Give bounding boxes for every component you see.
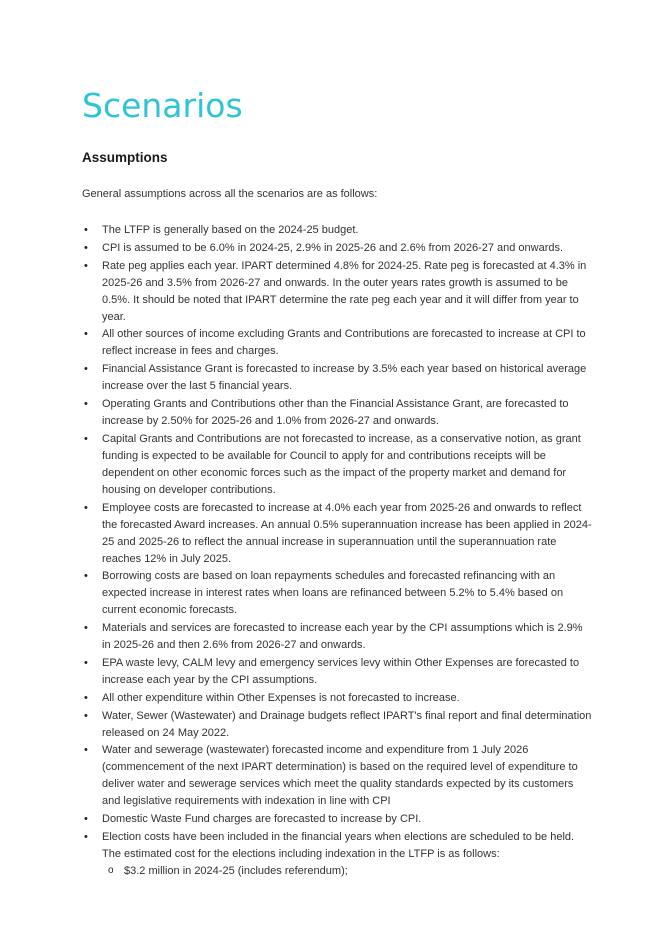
list-item: • All other sources of income excluding Grants and Contributions are forecasted to increase at CPI to reflect increase in fees and charges. bbox=[82, 326, 592, 360]
list-item: • Domestic Waste Fund charges are forecasted to increase by CPI. bbox=[82, 811, 592, 828]
page-title: Scenarios bbox=[82, 86, 243, 125]
assumptions-list bbox=[82, 222, 592, 881]
list-item: • Borrowing costs are based on loan repayments schedules and forecasted refinancing with an expected increase in interest rates when loans are refinanced between 5.2% to 5.4% based on current economic forecasts. bbox=[82, 568, 592, 619]
list-item: • Water and sewerage (wastewater) forecasted income and expenditure from 1 July 2026 (commencement of the next IPART determination) is based on the required level of expenditure to deliver water and sewerage services which meet the quality standards expected by its customers and legislative requirements with indexation in line with CPI bbox=[82, 742, 592, 810]
list-item: • All other expenditure within Other Expenses is not forecasted to increase. bbox=[82, 690, 592, 707]
list-item: • EPA waste levy, CALM levy and emergency services levy within Other Expenses are forecasted to increase each year by the CPI assumptions. bbox=[82, 655, 592, 689]
list-item: • Operating Grants and Contributions other than the Financial Assistance Grant, are forecasted to increase by 2.50% for 2025-26 and 1.0% from 2026-27 and onwards. bbox=[82, 396, 592, 430]
list-item-elections bbox=[82, 829, 592, 880]
list-item: • Rate peg applies each year. IPART determined 4.8% for 2024-25. Rate peg is forecasted at 4.3% in 2025-26 and 3.5% from 2026-27 and onwards. In the outer years rates growth is assumed to be 0.5%. It should be noted that IPART determine the rate peg each year and it will differ from year to year. bbox=[82, 258, 592, 326]
list-item: • CPI is assumed to be 6.0% in 2024-25, 2.9% in 2025-26 and 2.6% from 2026-27 and onwards. bbox=[82, 240, 592, 257]
list-item: • Financial Assistance Grant is forecasted to increase by 3.5% each year based on historical average increase over the last 5 financial years. bbox=[82, 361, 592, 395]
sub-list-item: o $3.2 million in 2024-25 (includes referendum); bbox=[102, 863, 592, 880]
list-item: • Materials and services are forecasted to increase each year by the CPI assumptions which is 2.9% in 2025-26 and then 2.6% from 2026-27 and onwards. bbox=[82, 620, 592, 654]
list-item: • Water, Sewer (Wastewater) and Drainage budgets reflect IPART's final report and final determination released on 24 May 2022. bbox=[82, 708, 592, 742]
list-item: • Capital Grants and Contributions are not forecasted to increase, as a conservative notion, as grant funding is expected to be available for Council to apply for and contributions receipts will be dependent on other economic forces such as the impact of the property market and demand for housing on developer contributions. bbox=[82, 431, 592, 499]
sub-list bbox=[102, 863, 592, 880]
intro-paragraph: General assumptions across all the scenarios are as follows: bbox=[82, 188, 378, 200]
list-item-text: Election costs have been included in the financial years when elections are scheduled to be held. The estimated cost for the elections including indexation in the LTFP is as follows: bbox=[102, 830, 575, 860]
section-heading: Assumptions bbox=[82, 150, 168, 165]
list-item: • Employee costs are forecasted to increase at 4.0% each year from 2025-26 and onwards to reflect the forecasted Award increases. An annual 0.5% superannuation increase has been applied in 2024-25 and 2025-26 to reflect the annual increase in superannuation until the superannuation rate reaches 12% in July 2025. bbox=[82, 500, 592, 568]
list-item: • The LTFP is generally based on the 2024-25 budget. bbox=[82, 222, 592, 239]
